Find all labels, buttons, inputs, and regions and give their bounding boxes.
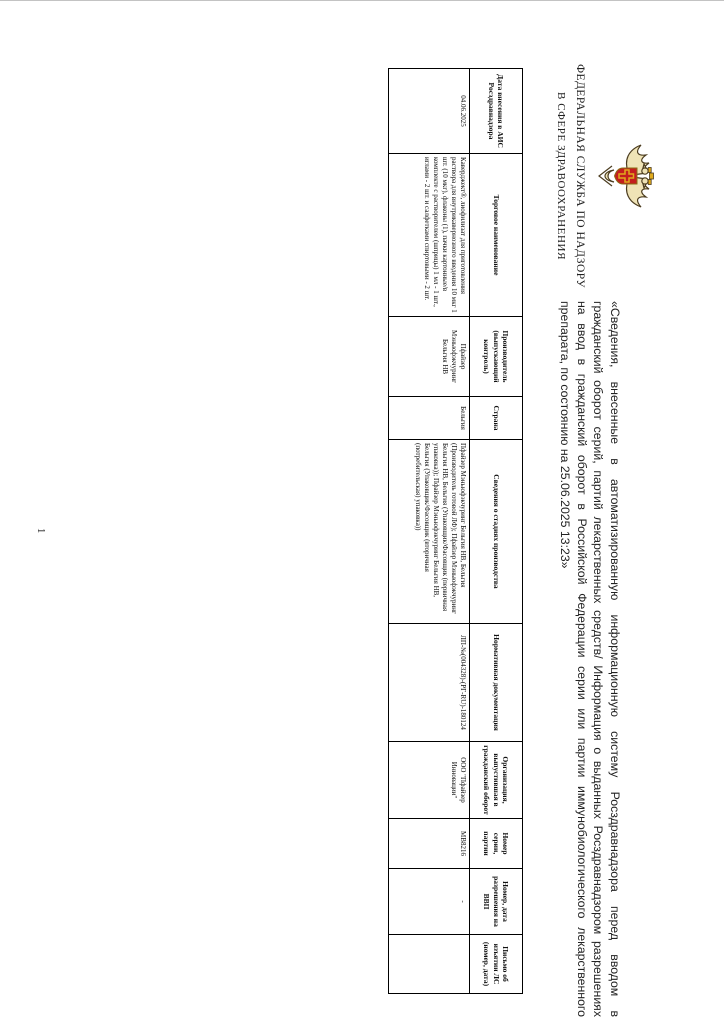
document-title [557,301,623,1017]
header-cell-batch-number: Номер серии, партии [470,819,523,869]
header-cell-country: Страна [470,397,523,440]
cell-permit-number: - [389,869,470,935]
header-cell-permit-number: Номер, дата разрешения на ВВП [470,869,523,935]
cell-country: Бельгия [389,397,470,440]
table-header-row [470,69,523,994]
table-row [389,69,470,994]
cell-production-stages: Пфайзер Мэньюфэкчуринг Бельгия НВ, Бельгия (Производитель готовой ЛФ); Пфайзер Мэньюфэкчуринг Бельгия НВ, Бельгия (Упаковщик/Фасовщик (первичная упаковка)); Пфайзер Мэньюфэкчуринг Бельгия НВ, Бельгия (Упаковщик/Фасовщик (вторичная (потребительская) упаковка)) [389,440,470,624]
header-cell-date-entered: Дата внесения в АИС Росздравнадзора [470,69,523,154]
page-number: 1 [35,528,46,534]
emblem-crowns [648,168,653,185]
cell-date-entered: 04.06.2025 [389,69,470,154]
cell-regulatory-doc: ЛП-№(004328)-(РГ-RU)-180124 [389,624,470,742]
header-cell-releasing-org: Организация, выпустившая в гражданский оборот [470,742,523,819]
cell-batch-number: MB8216 [389,819,470,869]
title-line: гражданский оборот серий, партий лекарственных средств/ Информация о выданных Росздравнадзором разрешениях [591,301,606,1017]
eagle-emblem-icon [596,142,654,210]
header-cell-withdrawal-letter: Письмо об изъятии ЛС (номер, дата) [470,935,523,994]
letterhead-line-1: ФЕДЕРАЛЬНАЯ СЛУЖБА ПО НАДЗОРУ [574,63,586,289]
registry-table [388,68,523,994]
header-cell-manufacturer: Производитель (выпускающий контроль) [470,317,523,397]
cell-trade-name: Каверджект®, лиофилизат для приготовления раствора для внутрикавернозного введения 10 мкг 1 шт. (10 мкг), флаконы (1), пачки картонные/в комплекте с растворителем (шприцы) 1 мл - 1 шт., иглами - 2 шт. и салфетками спиртовыми - 2 шт. [389,154,470,317]
title-line: на ввод в гражданский оборот в Российской Федерации серии или партии иммунобиологического лекарственного [575,301,589,1017]
cell-manufacturer: Пфайзер Мэньюфэкчуринг Бельгия НВ [389,317,470,397]
title-line: «Сведения, внесенные в автоматизированную информационную систему Росздравнадзора перед вводом в [608,301,622,1017]
letterhead [555,56,654,296]
letterhead-line-2: В СФЕРЕ ЗДРАВООХРАНЕНИЯ [555,91,567,261]
header-cell-production-stages: Сведения о стадиях производства [470,440,523,624]
header-cell-trade-name: Торговое наименование [470,154,523,317]
header-cell-regulatory-doc: Нормативная документация [470,624,523,742]
cell-releasing-org: ООО "Пфайзер Инновации" [389,742,470,819]
cell-withdrawal-letter [389,935,470,994]
title-line: препарата, по состоянию на 25.06.2025 13:23» [558,301,573,569]
